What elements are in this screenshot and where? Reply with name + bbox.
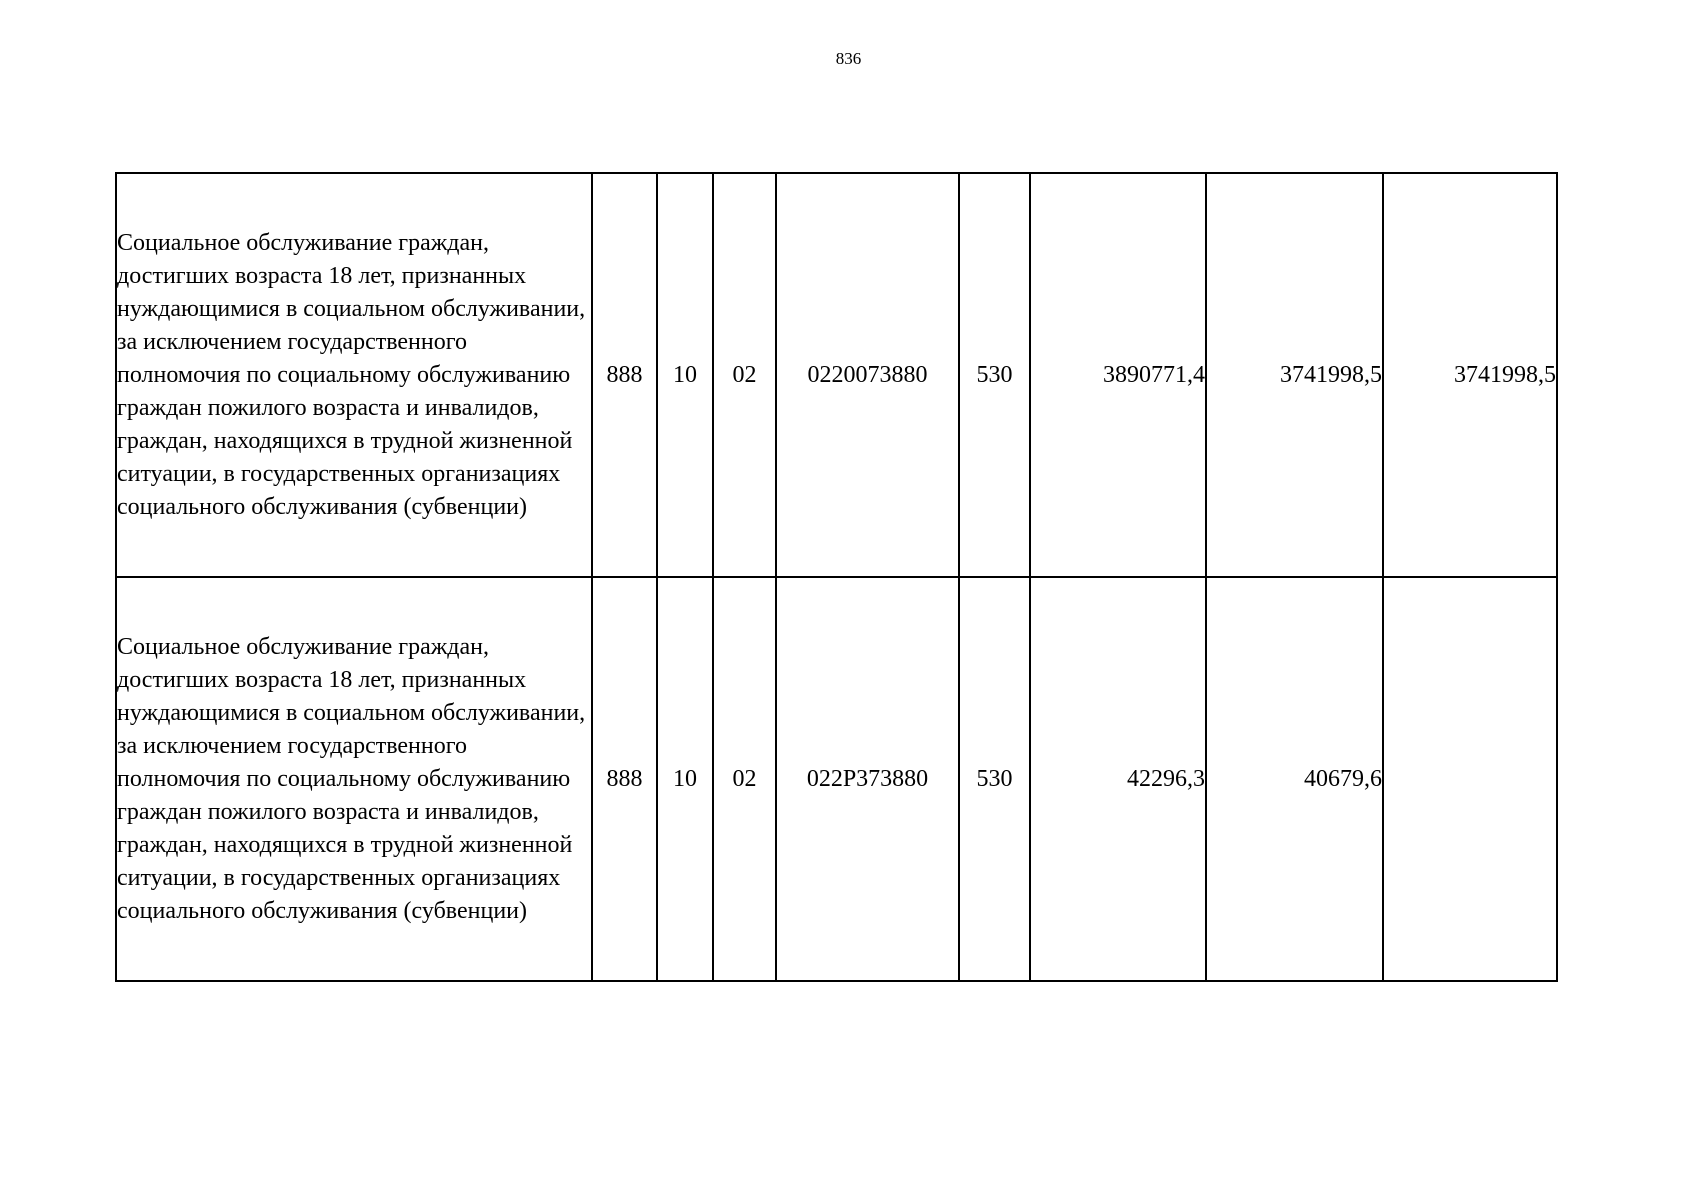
amount-year-1: 42296,3 <box>1030 577 1206 981</box>
row-description: Социальное обслуживание граждан, достигших возраста 18 лет, признанных нуждающимися в социальном обслуживании, за исключением государственного полномочия по социальному обслуживанию граждан пожилого возраста и инвалидов, граждан, находящихся в трудной жизненной ситуации, в государственных организациях социального обслуживания (субвенции) <box>116 577 592 981</box>
amount-year-1: 3890771,4 <box>1030 173 1206 577</box>
page-number: 836 <box>835 49 862 68</box>
subsection-code: 02 <box>713 577 776 981</box>
subsection-code: 02 <box>713 173 776 577</box>
section-code: 10 <box>657 577 713 981</box>
expense-type-code: 530 <box>959 173 1030 577</box>
target-article-code: 022P373880 <box>776 577 959 981</box>
ministry-code: 888 <box>592 173 657 577</box>
amount-year-3: 3741998,5 <box>1383 173 1557 577</box>
table-row <box>116 577 1557 981</box>
table-row <box>116 173 1557 577</box>
amount-year-2: 3741998,5 <box>1206 173 1383 577</box>
ministry-code: 888 <box>592 577 657 981</box>
section-code: 10 <box>657 173 713 577</box>
amount-year-3 <box>1383 577 1557 981</box>
target-article-code: 0220073880 <box>776 173 959 577</box>
amount-year-2: 40679,6 <box>1206 577 1383 981</box>
budget-table <box>115 172 1558 982</box>
expense-type-code: 530 <box>959 577 1030 981</box>
row-description: Социальное обслуживание граждан, достигших возраста 18 лет, признанных нуждающимися в социальном обслуживании, за исключением государственного полномочия по социальному обслуживанию граждан пожилого возраста и инвалидов, граждан, находящихся в трудной жизненной ситуации, в государственных организациях социального обслуживания (субвенции) <box>116 173 592 577</box>
